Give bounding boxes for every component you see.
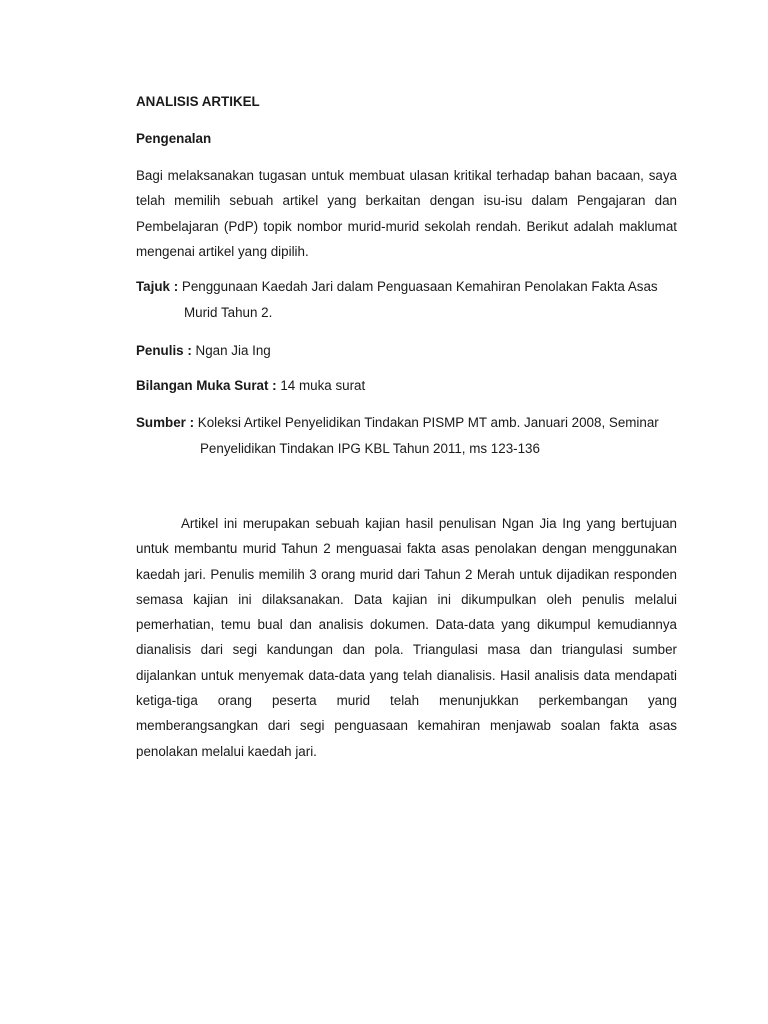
- intro-paragraph: Bagi melaksanakan tugasan untuk membuat ulasan kritikal terhadap bahan bacaan, saya telah memilih sebuah artikel yang berkaitan dengan isu-isu dalam Pengajaran dan Pembelajaran (PdP) topik nombor murid-murid sekolah rendah. Berikut adalah maklumat mengenai artikel yang dipilih.: [136, 168, 677, 259]
- body-paragraph: Artikel ini merupakan sebuah kajian hasil penulisan Ngan Jia Ing yang bertujuan untuk membantu murid Tahun 2 menguasai fakta asas penolakan dengan menggunakan kaedah jari. Penulis memilih 3 orang murid dari Tahun 2 Merah untuk dijadikan responden semasa kajian ini dilaksanakan. Data kajian ini dikumpulkan oleh penulis melalui pemerhatian, temu bual dan analisis dokumen. Data-data yang dikumpul kemudiannya dianalisis dari segi kandungan dan pola. Triangulasi masa dan triangulasi sumber dijalankan untuk menyemak data-data yang telah dianalisis. Hasil analisis data mendapati ketiga-tiga orang peserta murid telah menunjukkan perkembangan yang memberangsangkan dari segi penguasaan kemahiran menjawab soalan fakta asas penolakan melalui kaedah jari.: [136, 516, 677, 759]
- meta-tajuk-value-line1: Penggunaan Kaedah Jari dalam Penguasaan Kemahiran Penolakan Fakta Asas: [181, 279, 658, 294]
- meta-tajuk-label: Tajuk :: [136, 279, 179, 294]
- meta-sumber-label: Sumber :: [136, 415, 195, 430]
- section-heading-pengenalan: Pengenalan: [136, 131, 212, 146]
- meta-bilangan-muka-surat-value: 14 muka surat: [280, 378, 366, 393]
- meta-tajuk: [136, 274, 681, 325]
- meta-sumber: [136, 410, 681, 461]
- meta-sumber-value-line2: Penyelidikan Tindakan IPG KBL Tahun 2011, ms 123-136: [200, 440, 540, 456]
- meta-penulis-label: Penulis :: [136, 343, 192, 358]
- meta-penulis: [136, 338, 681, 364]
- meta-bilangan-muka-surat: [136, 373, 681, 399]
- meta-penulis-value: Ngan Jia Ing: [195, 343, 271, 358]
- meta-sumber-value-line1: Koleksi Artikel Penyelidikan Tindakan PISMP MT amb. Januari 2008, Seminar: [197, 415, 659, 430]
- meta-bilangan-muka-surat-label: Bilangan Muka Surat :: [136, 378, 277, 393]
- meta-tajuk-value-line2: Murid Tahun 2.: [184, 304, 273, 320]
- document-title: ANALISIS ARTIKEL: [136, 94, 260, 109]
